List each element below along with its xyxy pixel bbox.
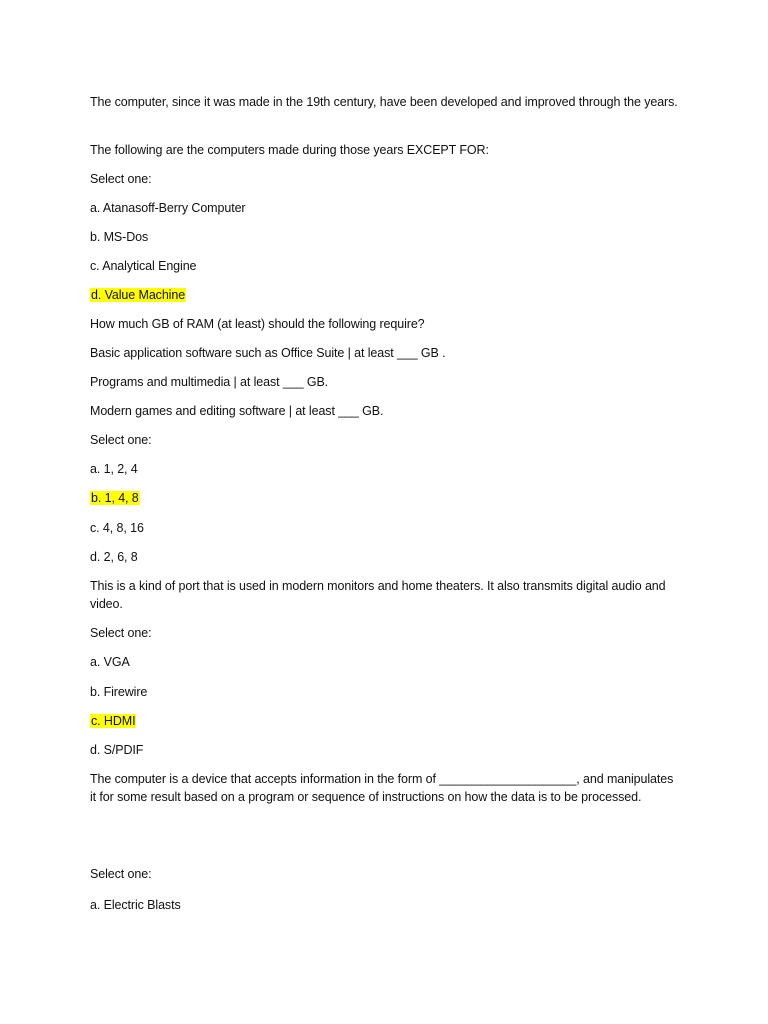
- q1-option-a: a. Atanasoff-Berry Computer: [90, 201, 246, 215]
- q2-option-d: d. 2, 6, 8: [90, 550, 138, 564]
- q2-line-3: Modern games and editing software | at least ___ GB.: [90, 404, 384, 418]
- q2-select-label: Select one:: [90, 433, 152, 447]
- q1-option-d-highlighted: d. Value Machine: [91, 288, 186, 302]
- q4-option-a: a. Electric Blasts: [90, 898, 181, 912]
- q2-line-1: Basic application software such as Office Suite | at least ___ GB .: [90, 346, 446, 360]
- q4-select-label: Select one:: [90, 867, 152, 881]
- q3-stem: This is a kind of port that is used in modern monitors and home theaters. It also transmits digital audio and video.: [90, 579, 666, 611]
- q4-stem: The computer is a device that accepts information in the form of ____________________, and manipulates it for some result based on a program or sequence of instructions on how the data is to be processed.: [90, 772, 674, 804]
- q1-option-b: b. MS-Dos: [90, 230, 149, 244]
- q3-select-label: Select one:: [90, 626, 152, 640]
- q3-option-b: b. Firewire: [90, 685, 148, 699]
- q1-option-c: c. Analytical Engine: [90, 259, 197, 273]
- q1-stem: The computer, since it was made in the 19th century, have been developed and improved through the years.: [90, 95, 678, 109]
- q1-option-d-row: [90, 286, 680, 304]
- q2-option-b-row: [90, 489, 680, 507]
- q2-option-b-highlighted: b. 1, 4, 8: [91, 491, 139, 505]
- q2-option-c: c. 4, 8, 16: [90, 521, 144, 535]
- q1-select-label: Select one:: [90, 172, 152, 186]
- q3-option-a: a. VGA: [90, 655, 130, 669]
- q1-prompt: The following are the computers made during those years EXCEPT FOR:: [90, 143, 489, 157]
- q2-line-2: Programs and multimedia | at least ___ GB.: [90, 375, 329, 389]
- q3-option-c-highlighted: c. HDMI: [91, 714, 136, 728]
- q3-option-d: d. S/PDIF: [90, 743, 144, 757]
- q3-option-c-row: [90, 712, 680, 730]
- q2-option-a: a. 1, 2, 4: [90, 462, 138, 476]
- q2-prompt: How much GB of RAM (at least) should the following require?: [90, 317, 425, 331]
